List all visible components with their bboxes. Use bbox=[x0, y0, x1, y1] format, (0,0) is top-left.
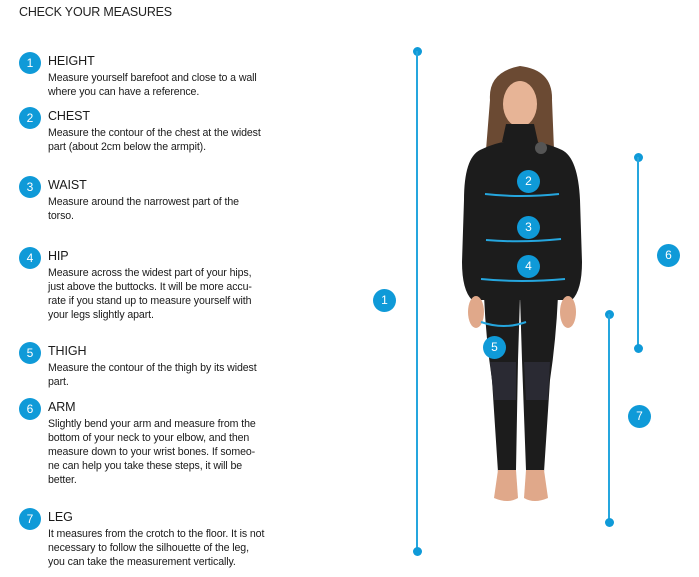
item-title: LEG bbox=[48, 510, 73, 524]
item-description: Measure yourself barefoot and close to a wall where you can have a reference. bbox=[48, 72, 257, 99]
marker-5: 5 bbox=[483, 336, 506, 359]
measure-item-arm bbox=[19, 398, 269, 488]
leg-line-bottom-dot bbox=[605, 518, 614, 527]
marker-6: 6 bbox=[657, 244, 680, 267]
height-line-bottom-dot bbox=[413, 547, 422, 556]
item-description: It measures from the crotch to the floor. It is not necessary to follow the silhouette of the leg, you can take the measurement vertically. bbox=[48, 528, 265, 569]
arm-line bbox=[637, 157, 639, 348]
item-description: Measure around the narrowest part of the torso. bbox=[48, 196, 239, 223]
item-description: Measure the contour of the thigh by its widest part. bbox=[48, 362, 257, 389]
number-badge: 1 bbox=[19, 52, 41, 74]
item-title: HEIGHT bbox=[48, 54, 95, 68]
number-badge: 3 bbox=[19, 176, 41, 198]
model-wetsuit-illustration bbox=[340, 0, 699, 577]
leg-line bbox=[608, 314, 610, 522]
marker-2: 2 bbox=[517, 170, 540, 193]
height-line bbox=[416, 51, 418, 551]
number-badge: 2 bbox=[19, 107, 41, 129]
item-title: CHEST bbox=[48, 109, 90, 123]
marker-3: 3 bbox=[517, 216, 540, 239]
item-description: Measure across the widest part of your hips, just above the buttocks. It will be more accu-rate if you stand up to measure yourself with your legs slightly apart. bbox=[48, 267, 252, 322]
item-description: Measure the contour of the chest at the widest part (about 2cm below the armpit). bbox=[48, 127, 261, 154]
measure-item-chest bbox=[19, 107, 269, 157]
measure-item-thigh bbox=[19, 342, 269, 392]
item-title: WAIST bbox=[48, 178, 87, 192]
marker-1: 1 bbox=[373, 289, 396, 312]
item-title: ARM bbox=[48, 400, 76, 414]
number-badge: 7 bbox=[19, 508, 41, 530]
measure-item-waist bbox=[19, 176, 269, 226]
item-title: THIGH bbox=[48, 344, 87, 358]
number-badge: 6 bbox=[19, 398, 41, 420]
measure-item-height bbox=[19, 52, 269, 102]
item-title: HIP bbox=[48, 249, 69, 263]
item-description: Slightly bend your arm and measure from the bottom of your neck to your elbow, and then measure down to your wrist bones. If someo-ne can help you take these steps, it will be better. bbox=[48, 418, 256, 487]
number-badge: 4 bbox=[19, 247, 41, 269]
marker-7: 7 bbox=[628, 405, 651, 428]
measure-item-hip bbox=[19, 247, 269, 327]
arm-line-bottom-dot bbox=[634, 344, 643, 353]
number-badge: 5 bbox=[19, 342, 41, 364]
measurement-figure bbox=[340, 0, 699, 577]
page-title: CHECK YOUR MEASURES bbox=[19, 5, 172, 19]
measure-item-leg bbox=[19, 508, 269, 573]
marker-4: 4 bbox=[517, 255, 540, 278]
